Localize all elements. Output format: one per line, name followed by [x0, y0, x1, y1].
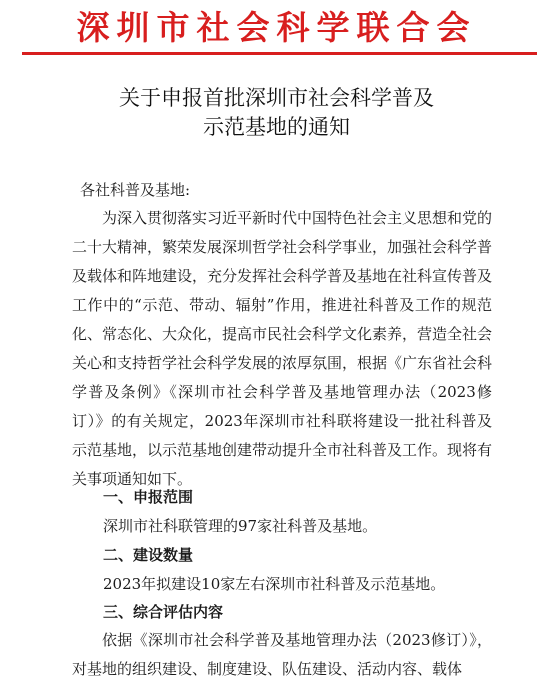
section-body-quantity: 2023年拟建设10家左右深圳市社科普及示范基地。 — [103, 575, 446, 593]
letterhead-org-name: 深圳市社会科学联合会 — [76, 8, 477, 47]
letterhead-divider — [22, 52, 537, 55]
document-title-line-1: 关于申报首批深圳市社会科学普及 — [119, 86, 434, 110]
section-heading-quantity: 二、建设数量 — [103, 546, 194, 564]
document-title — [0, 84, 553, 142]
salutation: 各社科普及基地: — [80, 181, 191, 199]
document-title-line-2: 示范基地的通知 — [203, 115, 350, 139]
section-heading-evaluation: 三、综合评估内容 — [103, 603, 224, 621]
section-body-evaluation: 依据《深圳市社会科学普及基地管理办法（2023修订）》，对基地的组织建设、制度建设、队伍建设、活动内容、载体 — [72, 631, 492, 678]
intro-paragraph: 为深入贯彻落实习近平新时代中国特色社会主义思想和党的二十大精神，繁荣发展深圳哲学社会科学事业，加强社会科学普及载体和阵地建设，充分发挥社会科学普及基地在社科宣传普及工作中的“示范、带动、辐射”作用，推进社科普及工作的规范化、常态化、大众化，提高市民社会科学文化素养，营造全社会关心和支持哲学社会科学发展的浓厚氛围，根据《广东省社会科学普及条例》《深圳市社会科学普及基地管理办法（2023修订）》的有关规定，2023年深圳市社科联将建设一批社科普及示范基地，以示范基地创建带动提升全市社科普及工作。现将有关事项通知如下。 — [72, 209, 493, 488]
section-body-scope: 深圳市社科联管理的97家社科普及基地。 — [103, 517, 378, 535]
section-heading-scope: 一、申报范围 — [103, 488, 194, 506]
